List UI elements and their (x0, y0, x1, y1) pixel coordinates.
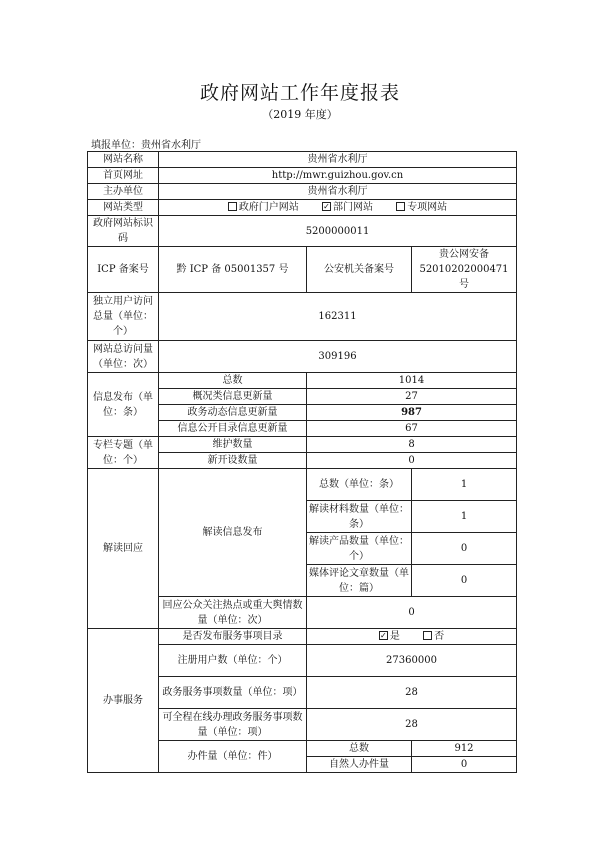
service-online-label: 可全程在线办理政务服务事项数量（单位：项） (159, 709, 307, 741)
service-catalog-option-yes: ✓ 是 (380, 631, 400, 642)
info-overview-label: 概况类信息更新量 (159, 389, 307, 405)
home-url-value: http://mwr.guizhou.gov.cn (159, 168, 517, 184)
info-news-value: 987 (307, 405, 517, 421)
unique-visits-label: 独立用户访问总量（单位：个） (88, 293, 159, 341)
interpret-media-value: 0 (412, 565, 517, 597)
topics-maintained-label: 维护数量 (159, 437, 307, 453)
site-type-label: 网站类型 (88, 200, 159, 216)
checkbox-checked-icon: ✓ (380, 631, 387, 640)
home-url-label: 首页网址 (88, 168, 159, 184)
service-online-value: 28 (307, 709, 517, 741)
service-cases-label: 办件量（单位：件） (159, 741, 307, 773)
info-overview-value: 27 (307, 389, 517, 405)
info-total-label: 总数 (159, 373, 307, 389)
site-type-options (159, 200, 517, 216)
interpret-material-value: 1 (412, 501, 517, 533)
site-type-option-special: 专项网站 (396, 202, 447, 213)
service-users-value: 27360000 (307, 645, 517, 677)
service-items-label: 政务服务事项数量（单位：项） (159, 677, 307, 709)
site-code-label: 政府网站标识码 (88, 216, 159, 247)
interpret-material-label: 解读材料数量（单位：条） (307, 501, 412, 533)
host-unit-value: 贵州省水利厅 (159, 184, 517, 200)
report-table (87, 151, 517, 773)
service-cases-person-value: 0 (412, 757, 517, 773)
site-code-value: 5200000011 (159, 216, 517, 247)
site-name-label: 网站名称 (88, 152, 159, 168)
interpret-release-label: 解读信息发布 (159, 469, 307, 597)
icp-label: ICP 备案号 (88, 247, 159, 293)
police-record-label: 公安机关备案号 (307, 247, 412, 293)
service-cases-person-label: 自然人办件量 (307, 757, 412, 773)
total-visits-label: 网站总访问量（单位：次） (88, 341, 159, 373)
police-record-value: 贵公网安备 52010202000471 号 (412, 247, 517, 293)
info-catalog-label: 信息公开目录信息更新量 (159, 421, 307, 437)
topics-new-value: 0 (307, 453, 517, 469)
icp-value: 黔 ICP 备 05001357 号 (159, 247, 307, 293)
service-catalog-label: 是否发布服务事项目录 (159, 629, 307, 645)
interpret-total-value: 1 (412, 469, 517, 501)
interpret-media-label: 媒体评论文章数量（单位：篇） (307, 565, 412, 597)
info-release-label: 信息发布（单位：条） (88, 373, 159, 437)
interpret-total-label: 总数（单位：条） (307, 469, 412, 501)
site-type-option-department: ✓ 部门网站 (323, 202, 373, 213)
service-items-value: 28 (307, 677, 517, 709)
interpret-product-value: 0 (412, 533, 517, 565)
info-news-label: 政务动态信息更新量 (159, 405, 307, 421)
checkbox-icon (423, 631, 432, 640)
service-catalog-options (307, 629, 517, 645)
info-catalog-value: 67 (307, 421, 517, 437)
checkbox-checked-icon: ✓ (323, 202, 330, 211)
filing-unit: 填报单位：贵州省水利厅 (91, 140, 201, 151)
service-cases-total-label: 总数 (307, 741, 412, 757)
host-unit-label: 主办单位 (88, 184, 159, 200)
site-type-option-portal: 政府门户网站 (228, 202, 299, 213)
interpret-product-label: 解读产品数量（单位：个） (307, 533, 412, 565)
report-year: （2019 年度） (262, 108, 338, 121)
service-label: 办事服务 (88, 629, 159, 773)
service-users-label: 注册用户数（单位：个） (159, 645, 307, 677)
topics-new-label: 新开设数量 (159, 453, 307, 469)
checkbox-icon (228, 202, 237, 211)
service-cases-total-value: 912 (412, 741, 517, 757)
interpret-response-value: 0 (307, 597, 517, 629)
info-total-value: 1014 (307, 373, 517, 389)
checkbox-icon (396, 202, 405, 211)
total-visits-value: 309196 (159, 341, 517, 373)
topics-maintained-value: 8 (307, 437, 517, 453)
interpret-response-label: 回应公众关注热点或重大舆情数量（单位：次） (159, 597, 307, 629)
site-name-value: 贵州省水利厅 (159, 152, 517, 168)
interpret-label: 解读回应 (88, 469, 159, 629)
service-catalog-option-no: 否 (423, 631, 444, 642)
report-title: 政府网站工作年度报表 (199, 82, 400, 104)
unique-visits-value: 162311 (159, 293, 517, 341)
topics-label: 专栏专题（单位：个） (88, 437, 159, 469)
